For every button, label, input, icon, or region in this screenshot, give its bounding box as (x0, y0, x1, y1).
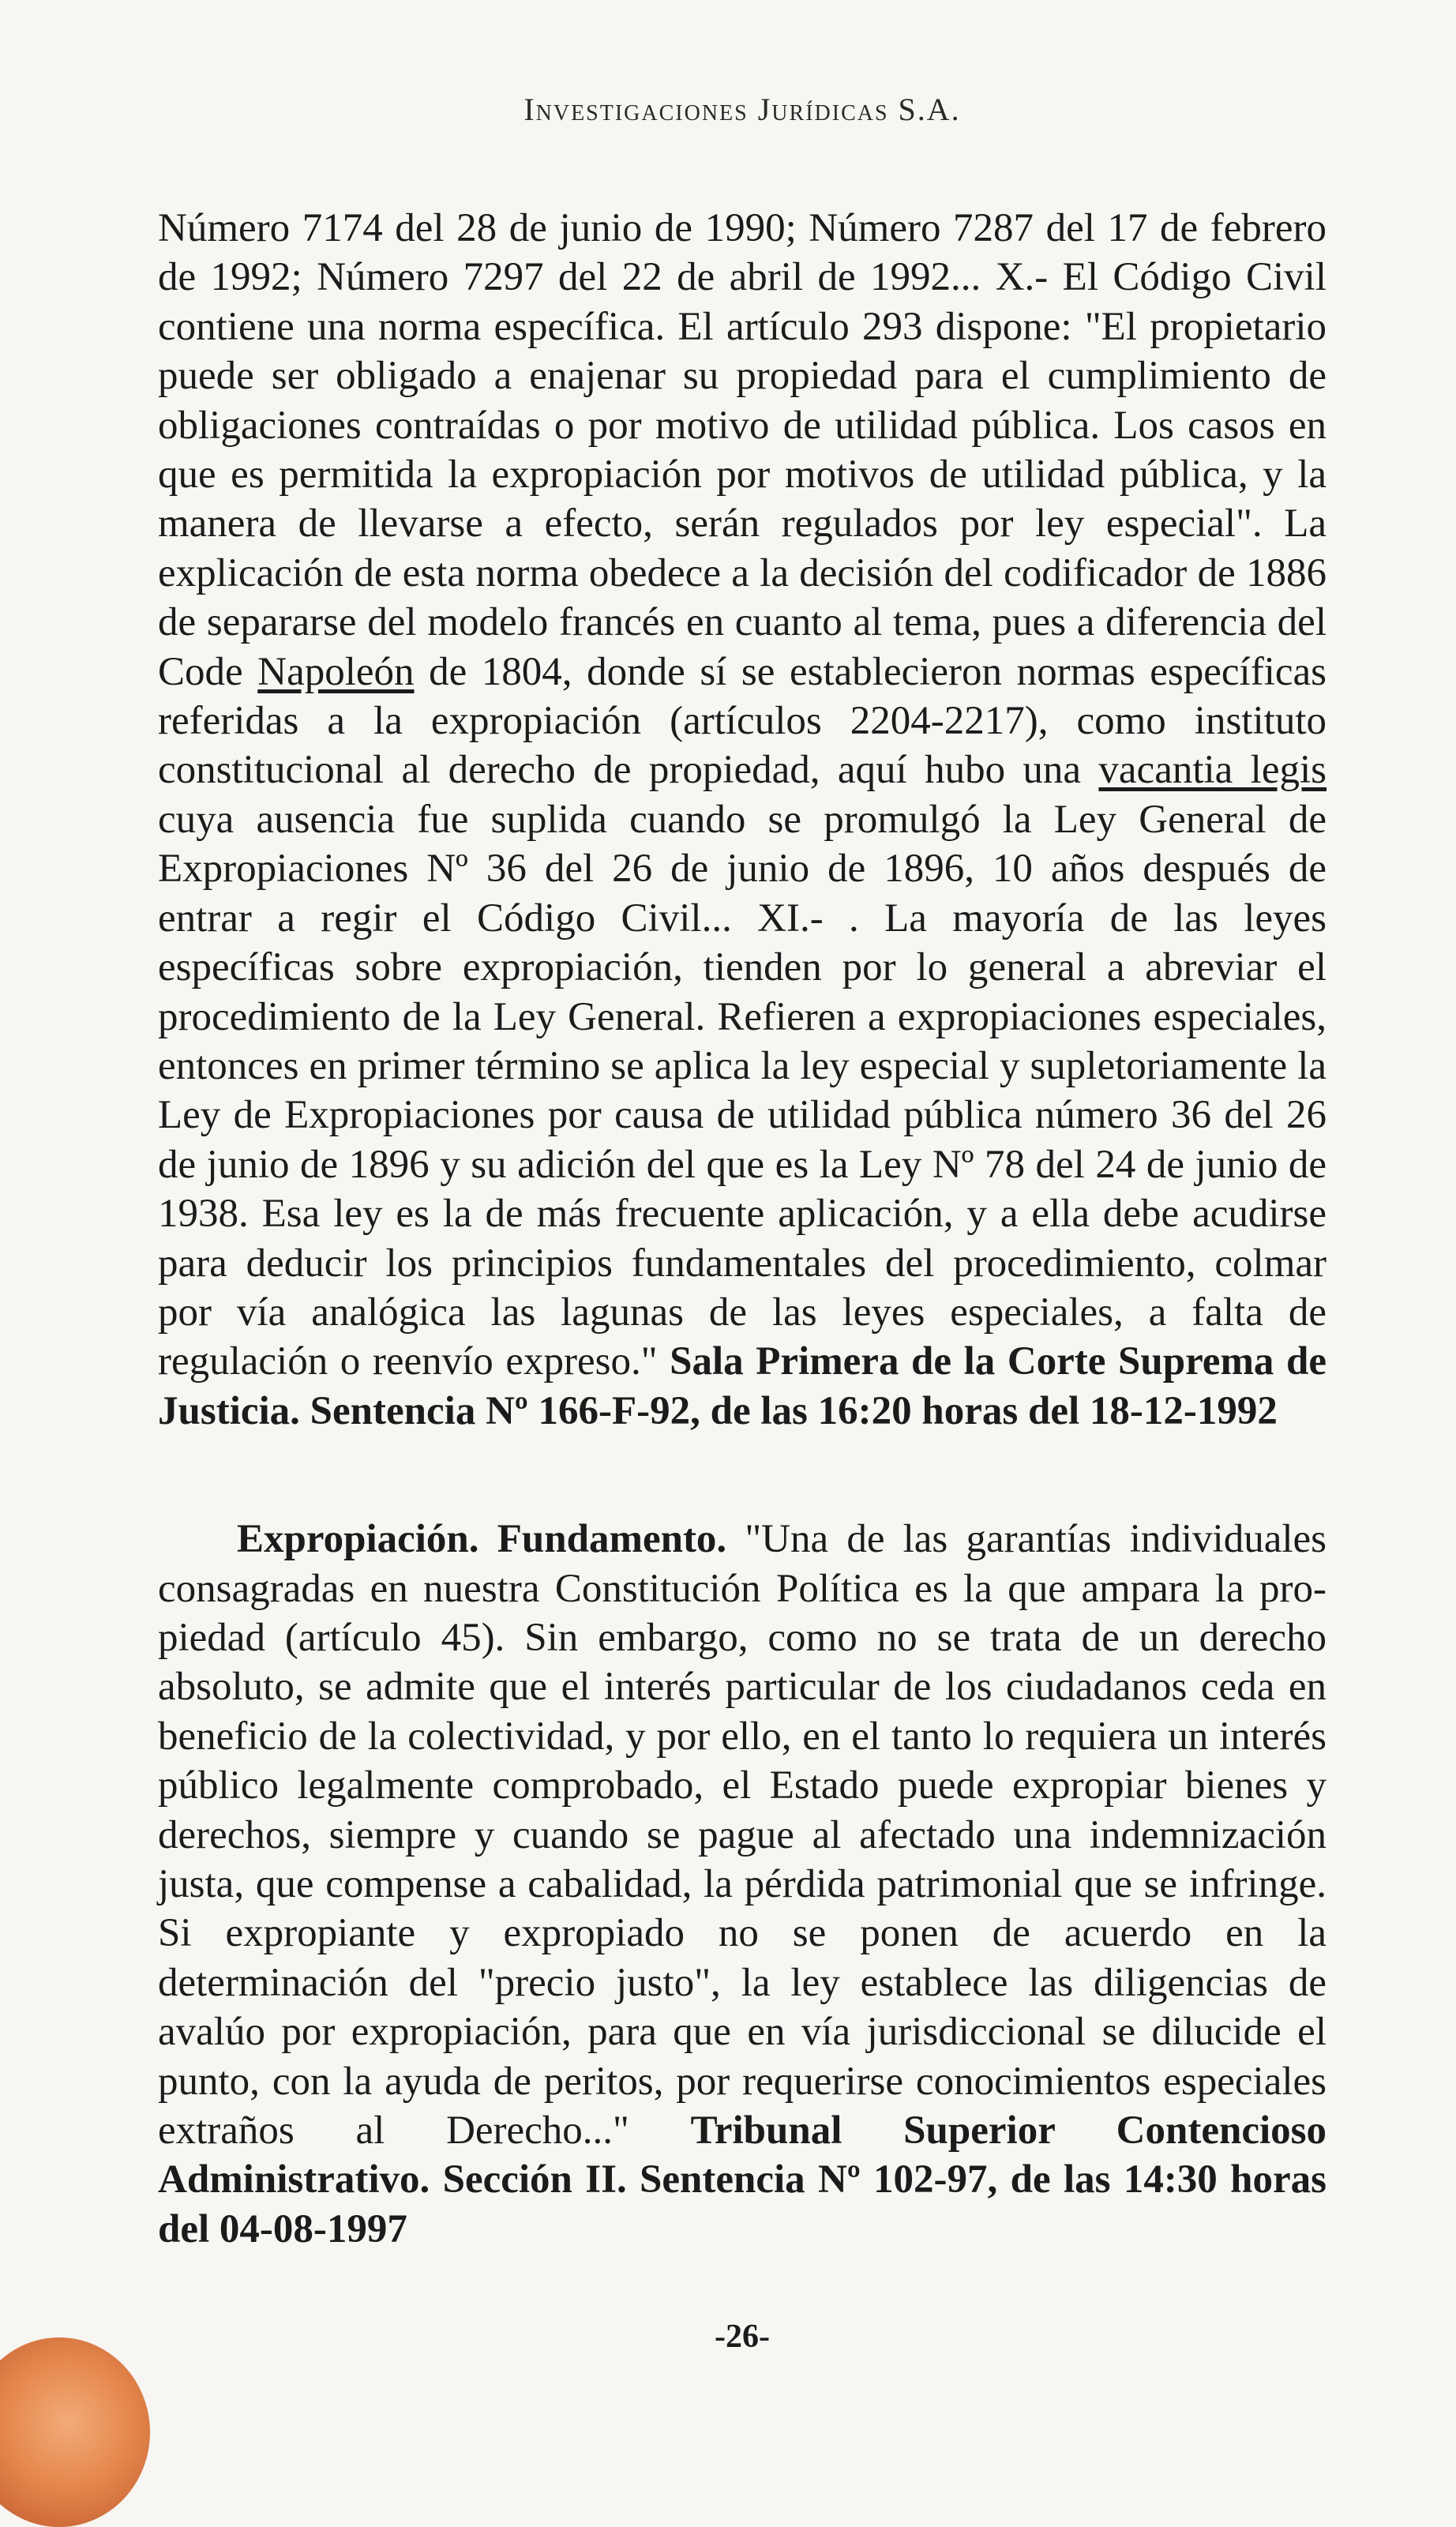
page-number: -26- (715, 2319, 770, 2355)
case-citation: Sala Primera de la Corte Suprema de Justicia. Sentencia Nº 166-F-92, de las 16:20 horas del 18-12-1992 (158, 1339, 1327, 1433)
underlined-term: vacantia legis (1098, 748, 1327, 793)
paragraph-text: de 1804, donde sí se establecieron normas específicas referidas a la expropiación (artículos 2204-2217), como instituto constitucional al derecho de propiedad, aquí hubo una (158, 649, 1327, 793)
paragraph-continued (158, 204, 1327, 1436)
paragraph-text: cuya ausencia fue suplida cuando se promulgó la Ley General de Expropiaciones Nº 36 del 26 de junio de 1896, 10 años después de entrar a regir el Código Civil... XI.- . La mayoría de las leyes específicas sobre expropiación, tienden por lo general a abreviar el procedimiento de la Ley General. Refieren a expropiaciones especiales, entonces en primer término se aplica la ley especial y supletoriamente la Ley de Expropiaciones por causa de utilidad pública número 36 del 26 de junio de 1896 y su adición del que es la Ley Nº 78 del 24 de junio de 1938. Esa ley es la de más frecuente aplicación, y a ella debe acudirse para deducir los principios fundamentales del procedimiento, colmar por vía analógica las lagunas de las leyes especiales, a falta de regulación o reenvío expreso." (158, 797, 1327, 1384)
paragraph-text: Número 7174 del 28 de junio de 1990; Número 7287 del 17 de febrero de 1992; Número 7297 del 22 de abril de 1992... X.- El Código Civil contiene una norma específica. El artículo 293 dispone: "El propietario puede ser obligado a enajenar su propiedad para el cumplimiento de obligaciones contraídas o por motivo de utilidad pública. Los casos en que es permitida la expropiación por motivos de utilidad pública, y la manera de llevarse a efecto, serán regulados por ley especial". La explicación de esta norma obedece a la decisión del codificador de 1886 de separarse del modelo francés en cuanto al tema, pues a diferencia del Code (158, 206, 1327, 694)
paragraph-expropiacion (158, 1515, 1327, 2254)
case-citation: Tribunal Superior Contencioso Administrativo. Sección II. Sentencia Nº 102-97, de las 14:30 horas del 04-08-1997 (158, 2108, 1327, 2251)
corner-stain (0, 2337, 150, 2527)
running-header: Investigaciones Jurídicas S.A. (523, 92, 961, 127)
section-heading: Expropiación. Fundamento. (237, 1517, 727, 1562)
paragraph-text: "Una de las garantías individuales consagradas en nuestra Constitución Política es la que ampara la propiedad (artículo 45). Sin embargo, como no se trata de un derecho absoluto, se admite que el interés particular de los ciudadanos ceda en beneficio de la colectividad, y por ello, en el tanto lo requiera un interés público legalmente comprobado, el Estado puede expropiar bienes y derechos, siempre y cuando se pague al afectado una indemnización justa, que compense a cabalidad, la pérdida patrimonial que se infringe. Si expropiante y expropiado no se ponen de acuerdo en la determinación del "precio justo", la ley establece las diligencias de avalúo por expropiación, para que en vía jurisdiccional se dilucide el punto, con la ayuda de peritos, por requerirse conocimientos especiales extraños al Derecho..." (158, 1517, 1327, 2153)
body-text (158, 204, 1327, 2254)
underlined-term: Napoleón (257, 649, 415, 694)
